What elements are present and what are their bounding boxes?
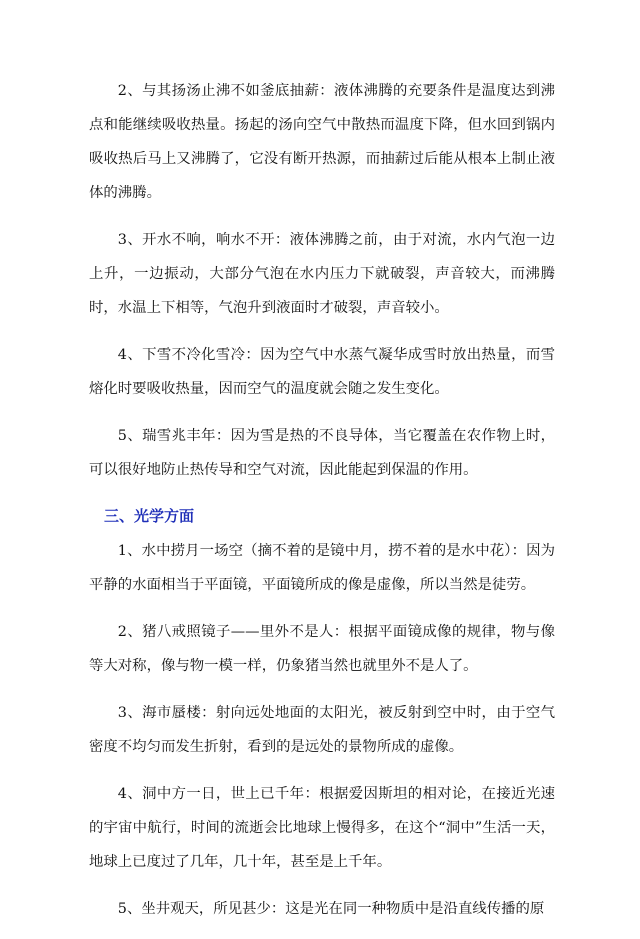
paragraph-optics-4: 4、洞中方一日，世上已千年：根据爱因斯坦的相对论，在接近光速的宇宙中航行，时间的流逝会比地球上慢得多，在这个“洞中”生活一天，地球上已度过了几年，几十年，甚至是上千年。	[89, 786, 555, 870]
document-body	[89, 74, 555, 939]
paragraph-optics-3: 3、海市蜃楼：射向远处地面的太阳光，被反射到空中时，由于空气密度不均匀而发生折射，看到的是远处的景物所成的虚像。	[89, 705, 555, 755]
paragraph-optics-1: 1、水中捞月一场空（摘不着的是镜中月，捞不着的是水中花）：因为平静的水面相当于平面镜，平面镜所成的像是虚像，所以当然是徒劳。	[89, 543, 555, 593]
paragraph-thermal-4: 4、下雪不冷化雪冷：因为空气中水蒸气凝华成雪时放出热量，而雪熔化时要吸收热量，因而空气的温度就会随之发生变化。	[89, 347, 555, 397]
paragraph-thermal-2: 2、与其扬汤止沸不如釜底抽薪：液体沸腾的充要条件是温度达到沸点和能继续吸收热量。扬起的汤向空气中散热而温度下降，但水回到锅内吸收热后马上又沸腾了，它没有断开热源，而抽薪过后能从根本上制止液体的沸腾。	[89, 83, 555, 201]
paragraph-optics-2: 2、猪八戒照镜子——里外不是人：根据平面镜成像的规律，物与像等大对称，像与物一模一样，仍象猪当然也就里外不是人了。	[89, 624, 555, 674]
paragraph-optics-5: 5、坐井观天，所见甚少：这是光在同一种物质中是沿直线传播的原	[117, 901, 545, 917]
paragraph-thermal-5: 5、瑞雪兆丰年：因为雪是热的不良导体，当它覆盖在农作物上时，可以很好地防止热传导和空气对流，因此能起到保温的作用。	[89, 428, 555, 478]
section-heading-optics: 三、光学方面	[104, 507, 195, 525]
paragraph-thermal-3: 3、开水不响，响水不开：液体沸腾之前，由于对流，水内气泡一边上升，一边振动，大部分气泡在水内压力下就破裂，声音较大，而沸腾时，水温上下相等，气泡升到液面时才破裂，声音较小。	[89, 232, 555, 316]
